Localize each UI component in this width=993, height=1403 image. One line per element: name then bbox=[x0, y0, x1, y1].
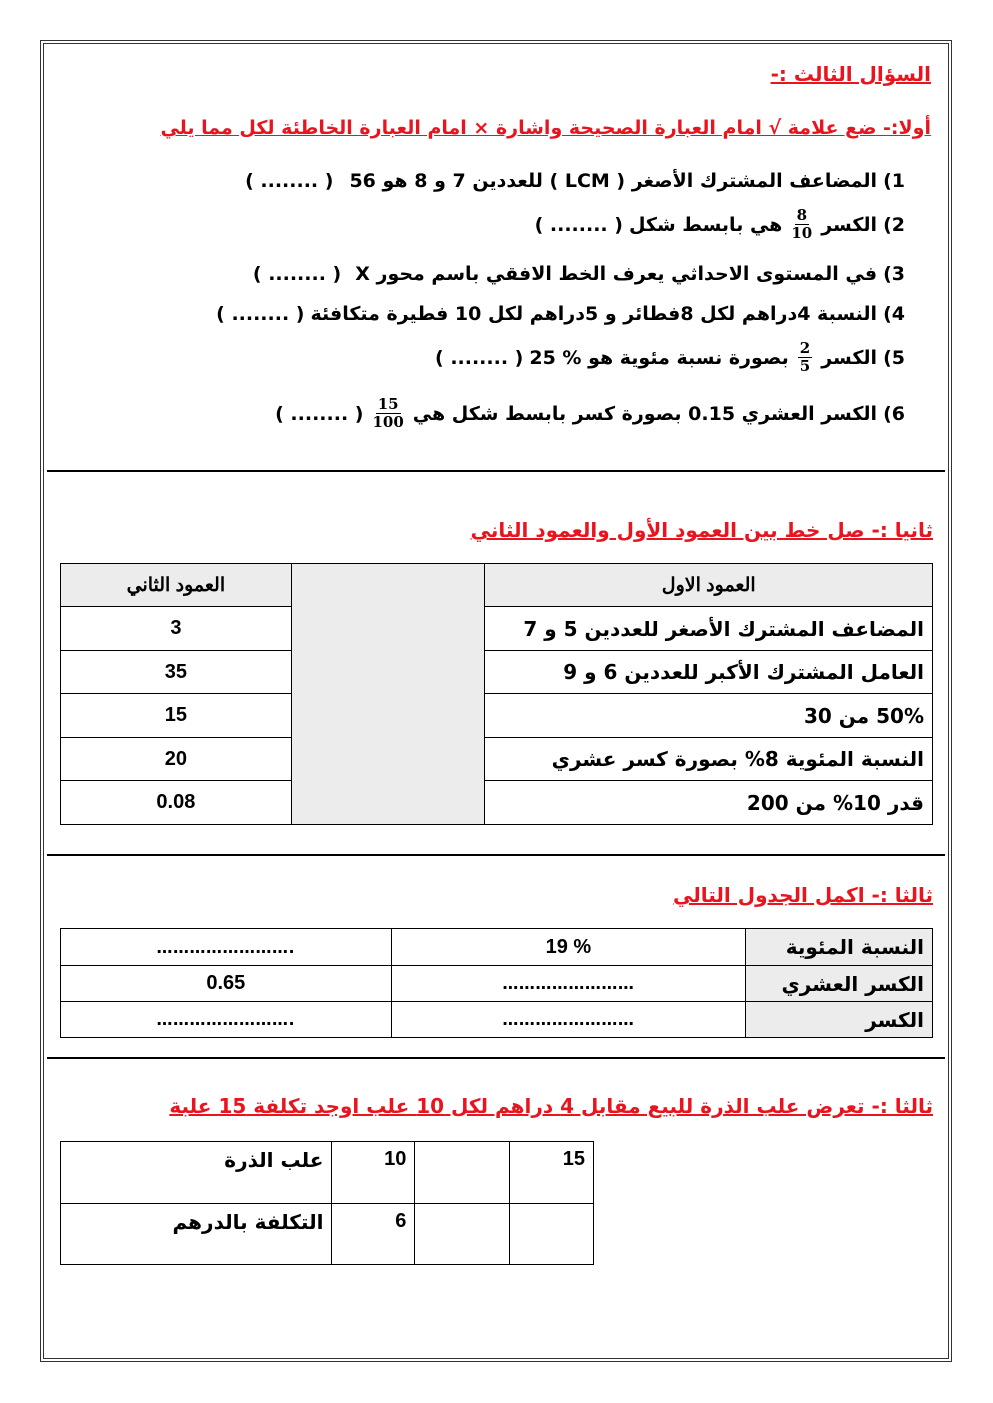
answer-blank[interactable]: …………………… bbox=[391, 1002, 746, 1038]
complete-table bbox=[60, 928, 933, 1038]
question-title: السؤال الثالث :- bbox=[770, 62, 931, 86]
fraction-15-100: $\frac{15}{100}$ bbox=[372, 395, 404, 431]
col1-item: المضاعف المشترك الأصغر للعددين 5 و 7 bbox=[485, 607, 933, 651]
col1-item: قدر 10% من 200 bbox=[485, 781, 933, 825]
answer-blank[interactable]: ……………………. bbox=[61, 929, 392, 966]
statement-2: 2) الكسر $\frac{8}{10}$ هي بابسط شكل ( ........ ) bbox=[534, 206, 905, 242]
col1-header: العمود الاول bbox=[485, 564, 933, 607]
ratio-value: 15 bbox=[510, 1142, 594, 1204]
col2-header: العمود الثاني bbox=[61, 564, 292, 607]
ratio-value: 10 bbox=[332, 1142, 415, 1204]
row-label-decimal: الكسر العشري bbox=[746, 966, 933, 1002]
col1-item: العامل المشترك الأكبر للعددين 6 و 9 bbox=[485, 651, 933, 694]
statement-3: 3) في المستوى الاحداثي يعرف الخط الافقي باسم محور X ( ........ ) bbox=[252, 263, 905, 285]
statement-4: 4) النسبة 4دراهم لكل 8فطائر و 5دراهم لكل 10 فطيرة متكافئة ( ........ ) bbox=[216, 303, 905, 325]
percent-value: 19 % bbox=[391, 929, 746, 966]
row-label-fraction: الكسر bbox=[746, 1002, 933, 1038]
col2-item: 3 bbox=[61, 607, 292, 651]
col1-item: النسبة المئوية 8% بصورة كسر عشري bbox=[485, 738, 933, 781]
fraction-8-10: $\frac{8}{10}$ bbox=[791, 206, 813, 242]
ratio-blank[interactable] bbox=[415, 1142, 510, 1204]
col1-item: 50% من 30 bbox=[485, 694, 933, 738]
col2-item: 20 bbox=[61, 738, 292, 781]
section-divider-2 bbox=[47, 854, 945, 856]
decimal-value: 0.65 bbox=[61, 966, 392, 1002]
ratio-label-cans: علب الذرة bbox=[61, 1142, 332, 1204]
ratio-blank[interactable] bbox=[510, 1204, 594, 1265]
col2-item: 35 bbox=[61, 651, 292, 694]
col2-item: 15 bbox=[61, 694, 292, 738]
statement-5: 5) الكسر $\frac{2}{5}$ بصورة نسبة مئوية هو % 25 ( ........ ) bbox=[435, 339, 905, 375]
col2-item: 0.08 bbox=[61, 781, 292, 825]
part3-heading: ثالثا :- اكمل الجدول التالي bbox=[673, 883, 933, 907]
ratio-blank[interactable] bbox=[415, 1204, 510, 1265]
answer-blank[interactable]: …………………… bbox=[391, 966, 746, 1002]
answer-blank[interactable]: ……………………. bbox=[61, 1002, 392, 1038]
section-divider-1 bbox=[47, 470, 945, 472]
row-label-percent: النسبة المئوية bbox=[746, 929, 933, 966]
statement-6: 6) الكسر العشري 0.15 بصورة كسر بابسط شكل هي $\frac{15}{100}$ ( ........ ) bbox=[275, 395, 905, 431]
part2-heading: ثانيا :- صل خط بين العمود الأول والعمود الثاني bbox=[470, 518, 933, 542]
matching-table bbox=[60, 563, 933, 825]
ratio-value: 6 bbox=[332, 1204, 415, 1265]
ratio-table bbox=[60, 1141, 594, 1265]
part1-heading: أولا:- ضع علامة √ امام العبارة الصحيحة واشارة × امام العبارة الخاطئة لكل مما يلي bbox=[160, 117, 931, 139]
ratio-label-cost: التكلفة بالدرهم bbox=[61, 1204, 332, 1265]
fraction-2-5: $\frac{2}{5}$ bbox=[799, 339, 811, 375]
part4-heading: ثالثا :- تعرض علب الذرة للبيع مقابل 4 دراهم لكل 10 علب اوجد تكلفة 15 علبة bbox=[169, 1094, 933, 1118]
statement-1: 1) المضاعف المشترك الأصغر ( LCM ) للعددين 7 و 8 هو 56 ( ........ ) bbox=[245, 170, 905, 192]
section-divider-3 bbox=[47, 1057, 945, 1059]
matching-gap bbox=[291, 564, 485, 825]
